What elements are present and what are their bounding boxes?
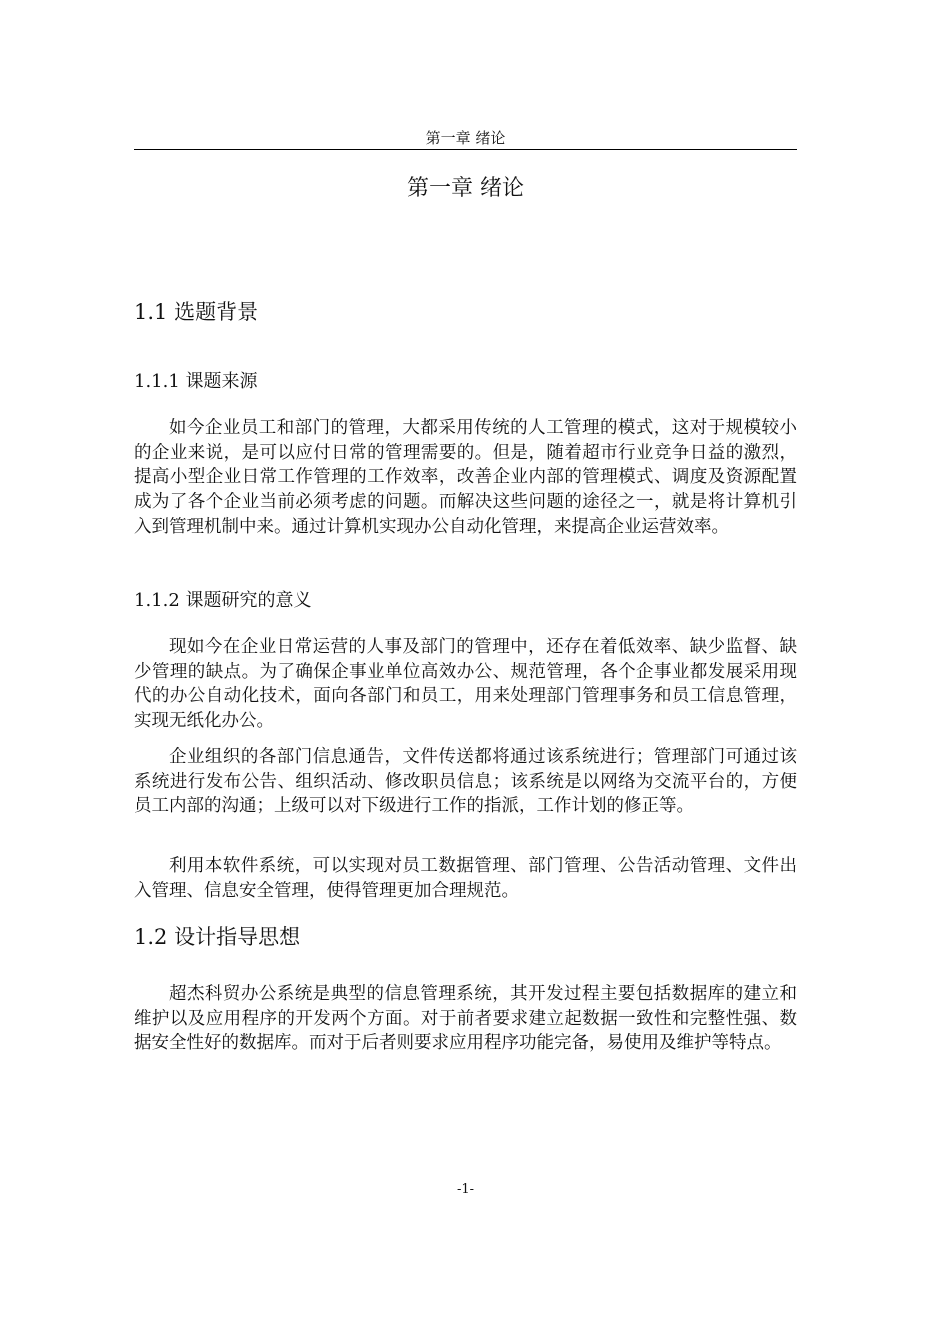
section-heading-1-1: 1.1 选题背景 [134, 300, 259, 324]
paragraph: 企业组织的各部门信息通告，文件传送都将通过该系统进行；管理部门可通过该系统进行发布公告、组织活动、修改职员信息；该系统是以网络为交流平台的，方便员工内部的沟通；上级可以对下级进行工作的指派，工作计划的修正等。 [134, 747, 797, 817]
header-rule [134, 149, 797, 150]
paragraph: 利用本软件系统，可以实现对员工数据管理、部门管理、公告活动管理、文件出入管理、信息安全管理，使得管理更加合理规范。 [134, 856, 797, 901]
chapter-title: 第一章 绪论 [407, 176, 524, 201]
running-header: 第一章 绪论 [425, 129, 506, 147]
paragraph: 现如今在企业日常运营的人事及部门的管理中，还存在着低效率、缺少监督、缺少管理的缺点。为了确保企事业单位高效办公、规范管理，各个企事业都发展采用现代的办公自动化技术，面向各部门和员工，用来处理部门管理事务和员工信息管理，实现无纸化办公。 [134, 637, 797, 732]
paragraph: 超杰科贸办公系统是典型的信息管理系统，其开发过程主要包括数据库的建立和维护以及应用程序的开发两个方面。对于前者要求建立起数据一致性和完整性强、数据安全性好的数据库。而对于后者则要求应用程序功能完备，易使用及维护等特点。 [134, 984, 797, 1054]
subsection-heading-1-1-2: 1.1.2 课题研究的意义 [134, 590, 312, 611]
section-heading-1-2: 1.2 设计指导思想 [134, 925, 301, 949]
page-number: -1- [456, 1182, 475, 1197]
paragraph: 如今企业员工和部门的管理，大都采用传统的人工管理的模式，这对于规模较小的企业来说，是可以应付日常的管理需要的。但是，随着超市行业竞争日益的激烈，提高小型企业日常工作管理的工作效率，改善企业内部的管理模式、调度及资源配置成为了各个企业当前必须考虑的问题。而解决这些问题的途径之一，就是将计算机引入到管理机制中来。通过计算机实现办公自动化管理，来提高企业运营效率。 [134, 418, 797, 537]
subsection-heading-1-1-1: 1.1.1 课题来源 [134, 371, 258, 392]
